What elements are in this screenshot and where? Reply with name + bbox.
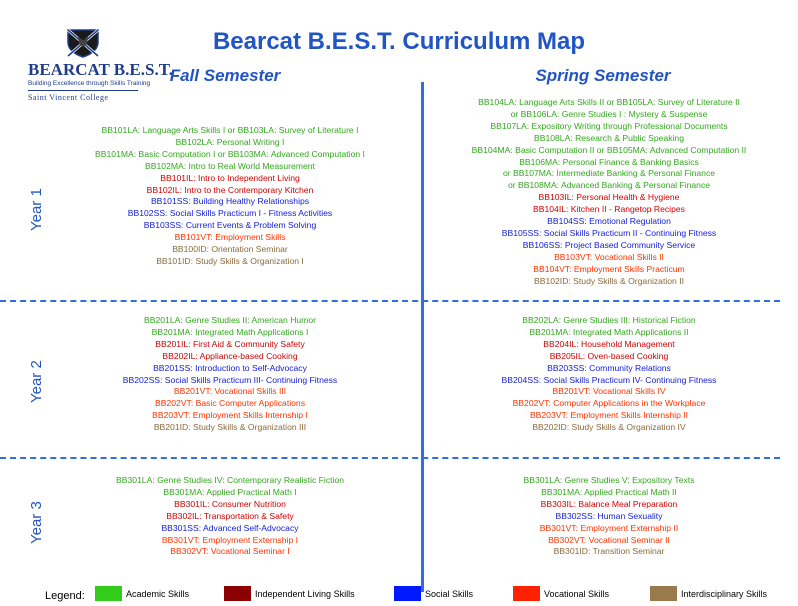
course-entry: or BB106LA: Genre Studies I : Mystery & Suspense: [510, 108, 708, 119]
course-entry: BB301SS: Advanced Self-Advocacy: [161, 522, 299, 533]
logo-tagline: Building Excellence through Skills Training: [28, 80, 151, 87]
fall-semester-heading: Fall Semester: [169, 66, 281, 85]
course-entry: BB103SS: Current Events & Problem Solving: [143, 220, 317, 231]
year-2-spring-courses: [424, 315, 794, 434]
course-entry: BB104LA: Language Arts Skills II or BB105LA: Survey of Literature II: [478, 97, 740, 107]
legend-label: Academic Skills: [126, 588, 190, 599]
legend-item-academic: [95, 586, 189, 601]
course-entry: BB105SS: Social Skills Practicum II - Continuing Fitness: [501, 227, 717, 238]
course-entry: BB202LA: Genre Studies III: Historical Fiction: [522, 315, 696, 325]
logo-name: BEARCAT B.E.S.T.: [28, 60, 174, 79]
course-entry: BB302SS: Human Sexuality: [555, 510, 663, 521]
year-divider: [0, 300, 780, 302]
course-entry: BB204SS: Social Skills Practicum IV- Continuing Fitness: [501, 374, 717, 385]
course-entry: BB301LA: Genre Studies IV: Contemporary Realistic Fiction: [116, 475, 344, 485]
course-entry: BB103VT: Vocational Skills II: [554, 251, 664, 262]
legend-item-interdisciplinary: [650, 586, 767, 601]
year-2-fall-courses: [40, 315, 420, 434]
course-entry: BB301VT: Employment Externship I: [161, 534, 299, 545]
year-2-label: Year 2: [28, 360, 45, 403]
course-entry: BB104MA: Basic Computation II or BB105MA: Advanced Computation II: [471, 144, 747, 155]
logo-college: Saint Vincent College: [28, 93, 109, 102]
year-3-fall-courses: [40, 475, 420, 558]
course-entry: BB100ID: Orientation Seminar: [172, 244, 288, 255]
course-entry: BB202VT: Basic Computer Applications: [155, 398, 305, 409]
course-entry: BB108LA: Research & Public Speaking: [533, 132, 684, 143]
course-entry: BB201ID: Study Skills & Organization III: [153, 422, 307, 433]
course-entry: BB102MA: Intro to Real World Measurement: [145, 160, 315, 171]
year-3-label: Year 3: [28, 501, 45, 544]
course-entry: BB202IL: Appliance-based Cooking: [162, 350, 298, 361]
year-1-fall-courses: [40, 125, 420, 268]
year-3-spring-courses: [424, 475, 794, 558]
course-entry: BB106SS: Project Based Community Service: [522, 239, 696, 250]
course-entry: BB104IL: Kitchen II - Rangetop Recipes: [533, 204, 685, 215]
course-entry: BB203SS: Community Relations: [547, 362, 671, 373]
course-entry: BB101LA: Language Arts Skills I or BB103LA: Survey of Literature I: [101, 125, 359, 135]
course-entry: BB201MA: Integrated Math Applications I: [151, 326, 309, 337]
legend-item-social: [394, 586, 473, 601]
legend-title: Legend:: [45, 590, 85, 602]
course-entry: BB101ID: Study Skills & Organization I: [156, 255, 304, 266]
course-entry: BB202ID: Study Skills & Organization IV: [532, 422, 686, 433]
course-entry: BB301ID: Transition Seminar: [553, 546, 665, 557]
course-entry: BB301MA: Applied Practical Math II: [541, 486, 677, 497]
course-entry: BB101VT: Employment Skills: [174, 232, 286, 243]
course-entry: or BB108MA: Advanced Banking & Personal Finance: [507, 180, 711, 191]
course-entry: BB201SS: Introduction to Self-Advocacy: [153, 362, 307, 373]
legend-item-vocational: [513, 586, 609, 601]
legend-label: Interdisciplinary Skills: [681, 588, 768, 599]
course-entry: BB102IL: Intro to the Contemporary Kitchen: [146, 184, 314, 195]
course-entry: BB101IL: Intro to Independent Living: [160, 172, 300, 183]
course-entry: or BB107MA: Intermediate Banking & Personal Finance: [502, 168, 716, 179]
course-entry: BB201VT: Vocational Skills III: [173, 386, 287, 397]
course-entry: BB201IL: First Aid & Community Safety: [155, 338, 305, 349]
course-entry: BB106MA: Personal Finance & Banking Basics: [519, 156, 699, 167]
course-entry: BB301MA: Applied Practical Math I: [163, 486, 297, 497]
course-entry: BB301IL: Consumer Nutrition: [174, 498, 286, 509]
course-entry: BB103IL: Personal Health & Hygiene: [538, 192, 680, 203]
independent-living-swatch: [224, 586, 251, 601]
course-entry: BB202VT: Computer Applications in the Workplace: [512, 398, 706, 409]
legend-label: Independent Living Skills: [255, 588, 355, 599]
social-swatch: [394, 586, 421, 601]
course-entry: BB303IL: Balance Meal Preparation: [540, 498, 678, 509]
course-entry: BB107LA: Expository Writing through Professional Documents: [490, 120, 728, 131]
course-entry: BB102ID: Study Skills & Organization II: [534, 275, 684, 286]
course-entry: BB104VT: Employment Skills Practicum: [533, 263, 685, 274]
course-entry: BB202SS: Social Skills Practicum III- Continuing Fitness: [122, 374, 338, 385]
course-entry: BB302IL: Transportation & Safety: [166, 510, 294, 521]
vocational-swatch: [513, 586, 540, 601]
logo-divider: [28, 90, 138, 91]
legend-label: Vocational Skills: [544, 588, 610, 599]
interdisciplinary-swatch: [650, 586, 677, 601]
course-entry: BB102LA: Personal Writing I: [175, 136, 285, 147]
course-entry: BB203VT: Employment Skills Internship I: [152, 410, 308, 421]
course-entry: BB301LA: Genre Studies V: Expository Texts: [523, 475, 695, 485]
spring-semester-heading: Spring Semester: [535, 66, 671, 85]
course-entry: BB203VT: Employment Skills Internship II: [529, 410, 689, 421]
year-divider: [0, 457, 780, 459]
course-entry: BB302VT: Vocational Seminar I: [170, 546, 290, 557]
course-entry: BB101SS: Building Healthy Relationships: [150, 196, 310, 207]
year-1-spring-courses: [424, 97, 794, 288]
course-entry: BB102SS: Social Skills Practicum I - Fitness Activities: [127, 208, 333, 219]
course-entry: BB201MA: Integrated Math Applications II: [529, 326, 689, 337]
course-entry: BB101MA: Basic Computation I or BB103MA: Advanced Computation I: [95, 148, 365, 159]
course-entry: BB201VT: Vocational Skills IV: [552, 386, 666, 397]
course-entry: BB301VT: Employment Externship II: [539, 522, 679, 533]
legend: [0, 586, 798, 606]
page-title: Bearcat B.E.S.T. Curriculum Map: [212, 28, 586, 55]
course-entry: BB205IL: Oven-based Cooking: [549, 350, 669, 361]
academic-swatch: [95, 586, 122, 601]
course-entry: BB204IL: Household Management: [543, 338, 675, 349]
legend-item-independent-living: [224, 586, 355, 601]
course-entry: BB302VT: Vocational Seminar II: [548, 534, 670, 545]
course-entry: BB201LA: Genre Studies II: American Humor: [144, 315, 316, 325]
course-entry: BB104SS: Emotional Regulation: [547, 216, 671, 227]
year-1-label: Year 1: [28, 188, 45, 231]
legend-label: Social Skills: [425, 588, 474, 599]
